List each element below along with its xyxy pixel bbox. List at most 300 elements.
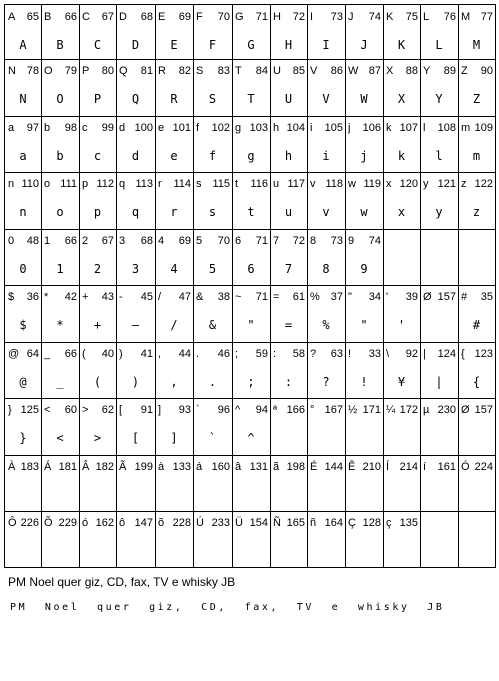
glyph-cell — [420, 285, 459, 343]
cell-code: 162 — [95, 517, 114, 529]
cell-glyph-sample: Y — [435, 92, 443, 106]
cell-code: 118 — [325, 178, 343, 190]
cell-label — [158, 121, 191, 135]
cell-character: M — [461, 11, 471, 23]
glyph-cell — [383, 229, 421, 286]
cell-label — [461, 177, 493, 191]
glyph-cell — [458, 342, 496, 399]
cell-label — [310, 460, 343, 474]
cell-code: 210 — [362, 461, 381, 473]
cell-code: 64 — [26, 348, 39, 360]
cell-code: 66 — [64, 11, 77, 23]
cell-label — [44, 234, 77, 248]
cell-code: 172 — [399, 404, 418, 416]
cell-code: 99 — [101, 122, 114, 134]
glyph-cell — [232, 59, 271, 117]
cell-label — [8, 121, 39, 135]
cell-label — [348, 290, 381, 304]
cell-character: X — [386, 65, 394, 77]
glyph-cell — [383, 398, 421, 456]
cell-label — [348, 234, 381, 248]
cell-character: 1 — [44, 235, 51, 247]
cell-code: 79 — [64, 65, 77, 77]
cell-code: 135 — [399, 517, 418, 529]
cell-glyph-sample: w — [360, 205, 368, 219]
cell-character: ` — [196, 404, 200, 416]
cell-label — [235, 177, 268, 191]
glyph-cell — [116, 455, 156, 512]
glyph-cell — [383, 116, 421, 173]
cell-code: 102 — [211, 122, 230, 134]
pangram-font-sample: PM Noel quer giz, CD, fax, TV e whisky JB — [10, 602, 445, 613]
cell-glyph-sample: & — [208, 318, 217, 332]
cell-code: 147 — [134, 517, 153, 529]
cell-character: ã — [273, 461, 280, 473]
cell-code: 38 — [217, 291, 230, 303]
cell-label — [310, 234, 343, 248]
cell-label — [8, 234, 39, 248]
cell-label — [386, 234, 418, 248]
cell-label — [196, 347, 230, 361]
glyph-cell — [4, 285, 42, 343]
cell-code: 75 — [405, 11, 418, 23]
cell-label — [158, 177, 191, 191]
cell-label — [348, 516, 381, 530]
glyph-cell — [458, 511, 496, 568]
glyph-cell — [458, 116, 496, 173]
cell-label — [82, 177, 114, 191]
cell-label — [8, 403, 39, 417]
glyph-cell — [307, 511, 346, 568]
cell-label — [273, 177, 305, 191]
cell-character: Ú — [196, 517, 204, 529]
cell-character: u — [273, 178, 280, 190]
cell-label — [461, 290, 493, 304]
cell-code: 70 — [217, 235, 230, 247]
cell-code: 133 — [172, 461, 191, 473]
cell-label — [386, 347, 418, 361]
cell-glyph-sample: I — [322, 38, 330, 52]
cell-glyph-sample: " — [360, 318, 368, 332]
cell-glyph-sample: _ — [56, 375, 64, 389]
cell-code: 94 — [255, 404, 268, 416]
glyph-cell — [116, 511, 156, 568]
glyph-cell — [232, 398, 271, 456]
cell-code: 144 — [324, 461, 343, 473]
glyph-cell — [270, 116, 308, 173]
cell-character: 8 — [310, 235, 317, 247]
glyph-cell — [79, 342, 117, 399]
cell-label — [386, 10, 418, 24]
cell-label — [461, 64, 493, 78]
cell-character: : — [273, 348, 277, 360]
cell-glyph-sample: k — [397, 149, 406, 163]
cell-label — [196, 64, 230, 78]
cell-glyph-sample: } — [19, 431, 27, 445]
cell-glyph-sample: ( — [93, 375, 102, 389]
cell-character: i — [310, 122, 313, 134]
glyph-cell — [41, 172, 80, 230]
glyph-cell — [155, 455, 194, 512]
glyph-cell — [345, 229, 384, 286]
cell-label — [8, 460, 39, 474]
glyph-cell — [116, 4, 156, 60]
cell-code: 76 — [443, 11, 456, 23]
glyph-cell — [458, 398, 496, 456]
cell-glyph-sample: 5 — [208, 262, 217, 276]
cell-code: 228 — [172, 517, 191, 529]
cell-code: 77 — [480, 11, 493, 23]
cell-label — [44, 347, 77, 361]
cell-label — [8, 516, 39, 530]
glyph-cell — [41, 4, 80, 60]
glyph-cell — [270, 4, 308, 60]
cell-label — [386, 290, 418, 304]
cell-label — [386, 460, 418, 474]
glyph-cell — [232, 342, 271, 399]
cell-character: U — [273, 65, 281, 77]
glyph-cell — [41, 285, 80, 343]
cell-character: T — [235, 65, 242, 77]
glyph-cell — [383, 4, 421, 60]
cell-code: 40 — [101, 348, 114, 360]
cell-label — [44, 121, 77, 135]
cell-code: 97 — [26, 122, 39, 134]
cell-code: 107 — [399, 122, 418, 134]
cell-glyph-sample: + — [93, 318, 102, 332]
cell-character: G — [235, 11, 244, 23]
glyph-cell — [79, 116, 117, 173]
cell-glyph-sample: = — [284, 318, 293, 332]
cell-character: t — [235, 178, 239, 190]
glyph-cell — [79, 511, 117, 568]
cell-character: w — [348, 178, 356, 190]
cell-label — [273, 121, 305, 135]
glyph-cell — [41, 116, 80, 173]
cell-glyph-sample: x — [397, 205, 406, 219]
cell-glyph-sample: P — [93, 92, 102, 106]
cell-character: j — [348, 122, 351, 134]
glyph-cell — [307, 398, 346, 456]
cell-code: 86 — [330, 65, 343, 77]
cell-label — [310, 177, 343, 191]
glyph-cell — [383, 172, 421, 230]
cell-character: Á — [44, 461, 52, 473]
cell-character: C — [82, 11, 90, 23]
glyph-cell — [232, 511, 271, 568]
cell-code: 224 — [474, 461, 493, 473]
glyph-cell — [79, 285, 117, 343]
cell-character: h — [273, 122, 280, 134]
glyph-cell — [383, 59, 421, 117]
glyph-cell — [4, 116, 42, 173]
glyph-cell — [270, 455, 308, 512]
cell-character: n — [8, 178, 15, 190]
cell-glyph-sample: a — [19, 149, 27, 163]
cell-code: 165 — [286, 517, 305, 529]
cell-character: o — [44, 178, 51, 190]
glyph-cell — [383, 511, 421, 568]
cell-label — [119, 177, 153, 191]
cell-glyph-sample: q — [131, 205, 140, 219]
cell-label — [8, 177, 39, 191]
cell-glyph-sample: G — [247, 38, 255, 52]
glyph-cell — [345, 116, 384, 173]
cell-glyph-sample: S — [208, 92, 217, 106]
cell-code: 96 — [217, 404, 230, 416]
cell-character: Q — [119, 65, 128, 77]
glyph-cell — [420, 172, 459, 230]
cell-label — [196, 460, 230, 474]
cell-character: ô — [119, 517, 126, 529]
cell-code: 37 — [330, 291, 343, 303]
cell-label — [158, 10, 191, 24]
glyph-cell — [458, 4, 496, 60]
character-map-grid — [4, 4, 496, 568]
cell-character: ! — [348, 348, 352, 360]
cell-code: 117 — [287, 178, 305, 190]
glyph-cell — [155, 285, 194, 343]
cell-glyph-sample: . — [208, 375, 217, 389]
cell-glyph-sample: y — [435, 205, 443, 219]
cell-label — [386, 403, 418, 417]
cell-label — [423, 234, 456, 248]
glyph-cell — [116, 398, 156, 456]
cell-label — [235, 10, 268, 24]
cell-code: 119 — [363, 178, 381, 190]
cell-glyph-sample: 7 — [284, 262, 293, 276]
cell-character: c — [82, 122, 88, 134]
cell-character: g — [235, 122, 242, 134]
cell-label — [196, 177, 230, 191]
glyph-cell — [193, 511, 233, 568]
cell-glyph-sample: D — [131, 38, 140, 52]
cell-glyph-sample: t — [247, 205, 255, 219]
glyph-cell — [116, 342, 156, 399]
cell-character: m — [461, 122, 471, 134]
cell-character: Z — [461, 65, 468, 77]
cell-glyph-sample: < — [56, 431, 64, 445]
cell-glyph-sample: s — [208, 205, 217, 219]
cell-label — [423, 64, 456, 78]
cell-code: 92 — [405, 348, 418, 360]
glyph-cell — [116, 285, 156, 343]
cell-glyph-sample: O — [56, 92, 64, 106]
cell-label — [158, 64, 191, 78]
cell-glyph-sample: u — [284, 205, 293, 219]
cell-code: 124 — [437, 348, 456, 360]
cell-code: 65 — [26, 11, 39, 23]
cell-glyph-sample: L — [435, 38, 443, 52]
cell-character: à — [158, 461, 165, 473]
cell-glyph-sample: ^ — [247, 431, 255, 445]
cell-glyph-sample: M — [472, 38, 481, 52]
cell-character: . — [196, 348, 200, 360]
cell-character: ¼ — [386, 404, 396, 416]
cell-glyph-sample: % — [322, 318, 330, 332]
cell-glyph-sample: , — [170, 375, 178, 389]
cell-glyph-sample: N — [19, 92, 27, 106]
cell-code: 42 — [64, 291, 77, 303]
cell-character: + — [82, 291, 89, 303]
glyph-cell — [270, 229, 308, 286]
cell-label — [273, 290, 305, 304]
cell-label — [82, 121, 114, 135]
glyph-cell — [270, 59, 308, 117]
cell-label — [348, 177, 381, 191]
cell-label — [386, 121, 418, 135]
cell-code: 73 — [330, 11, 343, 23]
cell-code: 199 — [134, 461, 153, 473]
cell-character: ; — [235, 348, 239, 360]
cell-label — [348, 10, 381, 24]
cell-label — [423, 460, 456, 474]
cell-code: 233 — [211, 517, 230, 529]
cell-label — [310, 10, 343, 24]
cell-character: \ — [386, 348, 390, 360]
pangram-plain-text: PM Noel quer giz, CD, fax, TV e whisky JB — [8, 575, 236, 589]
cell-character: N — [8, 65, 16, 77]
cell-code: 74 — [368, 235, 381, 247]
glyph-cell — [193, 229, 233, 286]
cell-label — [119, 290, 153, 304]
cell-label — [461, 234, 493, 248]
cell-character: v — [310, 178, 316, 190]
cell-code: 66 — [64, 235, 77, 247]
cell-code: 67 — [101, 11, 114, 23]
cell-label — [461, 121, 493, 135]
cell-character: K — [386, 11, 394, 23]
cell-label — [273, 64, 305, 78]
cell-code: 36 — [26, 291, 39, 303]
cell-code: 157 — [437, 291, 456, 303]
cell-character: Í — [386, 461, 390, 473]
cell-character: " — [348, 291, 352, 303]
cell-character: & — [196, 291, 204, 303]
cell-glyph-sample: > — [93, 431, 102, 445]
cell-character: r — [158, 178, 162, 190]
cell-code: 58 — [292, 348, 305, 360]
cell-label — [158, 460, 191, 474]
cell-code: 110 — [21, 178, 39, 190]
glyph-cell — [155, 511, 194, 568]
cell-label — [82, 347, 114, 361]
cell-code: 101 — [172, 122, 191, 134]
cell-label — [348, 347, 381, 361]
cell-code: 105 — [324, 122, 343, 134]
cell-label — [119, 234, 153, 248]
glyph-cell — [345, 455, 384, 512]
cell-code: 182 — [95, 461, 114, 473]
glyph-cell — [307, 116, 346, 173]
cell-label — [119, 460, 153, 474]
cell-glyph-sample: $ — [19, 318, 27, 332]
cell-code: 39 — [405, 291, 418, 303]
cell-code: 226 — [20, 517, 39, 529]
cell-code: 33 — [368, 348, 381, 360]
glyph-cell — [193, 455, 233, 512]
cell-label — [82, 403, 114, 417]
cell-label — [119, 64, 153, 78]
glyph-cell — [4, 455, 42, 512]
cell-code: 171 — [362, 404, 381, 416]
cell-label — [461, 347, 493, 361]
cell-code: 229 — [58, 517, 77, 529]
cell-glyph-sample: { — [472, 375, 481, 389]
cell-code: 85 — [292, 65, 305, 77]
cell-code: 78 — [26, 65, 39, 77]
cell-character: 4 — [158, 235, 165, 247]
cell-label — [196, 121, 230, 135]
cell-code: 112 — [96, 178, 114, 190]
cell-glyph-sample: 9 — [360, 262, 368, 276]
glyph-cell — [383, 455, 421, 512]
cell-label — [8, 10, 39, 24]
glyph-cell — [41, 398, 80, 456]
cell-label — [82, 516, 114, 530]
cell-label — [235, 121, 268, 135]
cell-glyph-sample: i — [322, 149, 330, 163]
glyph-cell — [193, 59, 233, 117]
glyph-cell — [116, 116, 156, 173]
cell-label — [386, 516, 418, 530]
cell-label — [423, 516, 456, 530]
cell-character: Ñ — [273, 517, 281, 529]
glyph-cell — [79, 4, 117, 60]
cell-character: ] — [158, 404, 162, 416]
cell-character: ? — [310, 348, 317, 360]
glyph-cell — [232, 455, 271, 512]
glyph-cell — [458, 172, 496, 230]
glyph-cell — [458, 59, 496, 117]
cell-code: 167 — [324, 404, 343, 416]
cell-character: Õ — [44, 517, 53, 529]
cell-label — [461, 403, 493, 417]
cell-character: [ — [119, 404, 123, 416]
cell-label — [44, 516, 77, 530]
cell-glyph-sample: : — [284, 375, 293, 389]
glyph-cell — [4, 229, 42, 286]
cell-glyph-sample: z — [472, 205, 481, 219]
cell-label — [82, 290, 114, 304]
cell-glyph-sample: ' — [397, 318, 406, 332]
glyph-cell — [116, 172, 156, 230]
cell-label — [44, 460, 77, 474]
cell-glyph-sample: ` — [208, 431, 217, 445]
cell-character: * — [44, 291, 49, 303]
cell-glyph-sample: ! — [360, 375, 368, 389]
cell-character: ~ — [235, 291, 242, 303]
cell-code: 122 — [474, 178, 493, 190]
glyph-cell — [420, 229, 459, 286]
glyph-cell — [155, 59, 194, 117]
cell-code: 89 — [443, 65, 456, 77]
cell-label — [348, 460, 381, 474]
glyph-cell — [307, 59, 346, 117]
cell-label — [461, 460, 493, 474]
glyph-cell — [79, 59, 117, 117]
glyph-cell — [41, 342, 80, 399]
cell-label — [158, 347, 191, 361]
cell-character: q — [119, 178, 126, 190]
cell-label — [82, 234, 114, 248]
cell-code: 35 — [480, 291, 493, 303]
cell-label — [44, 403, 77, 417]
glyph-cell — [79, 398, 117, 456]
cell-glyph-sample: C — [93, 38, 102, 52]
glyph-cell — [345, 59, 384, 117]
cell-character: _ — [44, 348, 51, 360]
